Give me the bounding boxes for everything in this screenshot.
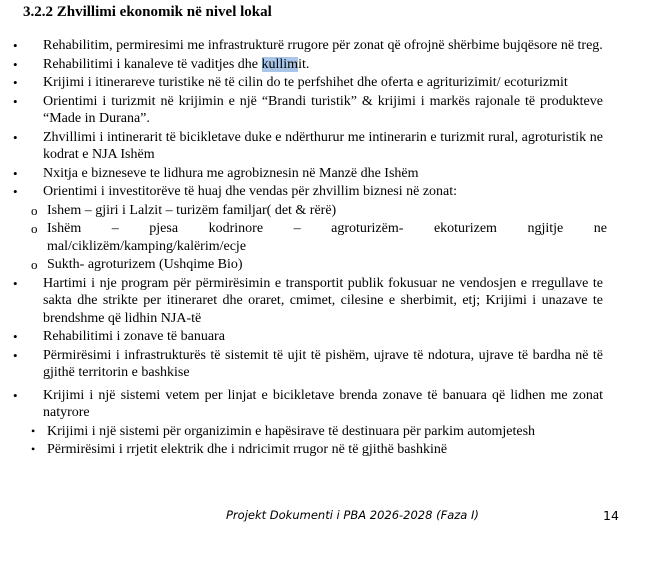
list-item	[0, 423, 664, 441]
bullet-icon: •	[13, 93, 18, 109]
bullet-icon: •	[13, 387, 18, 403]
list-item	[0, 165, 664, 183]
bullet-icon: •	[13, 38, 18, 53]
section-heading: 3.2.2 Zhvillimi ekonomik në nivel lokal	[23, 4, 272, 20]
footer-document-title: Projekt Dokumenti i PBA 2026-2028 (Faza I)	[226, 508, 479, 522]
bullet-icon: •	[13, 347, 18, 363]
list-item	[0, 441, 664, 459]
selected-text-highlight[interactable]: kullim	[261, 56, 299, 72]
bullet-icon: •	[13, 129, 18, 145]
list-item	[0, 347, 664, 382]
bullet-icon: •	[13, 75, 18, 90]
list-item	[0, 183, 664, 201]
list-item	[0, 56, 664, 74]
bullet-icon: •	[13, 165, 18, 181]
list-item-text: Krijimi i itinerareve turistike në të cilin do te perfshihet dhe oferta e agriturizimit/ ecoturizmit	[43, 75, 568, 90]
circle-bullet-icon: o	[31, 221, 38, 236]
list-item-text: Krijimi i një sistemi për organizimin e hapësirave të destinuara për parkim automjetesh	[47, 423, 536, 439]
list-item-text: Përmirësimi i infrastrukturës të sistemit të ujit të pishëm, ujrave të ndotura, ujrave të bardha në të gjithë territorin e bashkise	[43, 347, 603, 380]
circle-bullet-icon: o	[31, 257, 38, 272]
list-item-text-start: Rehabilitimi i kanaleve të vaditjes dhe	[43, 56, 262, 72]
list-item	[0, 129, 664, 164]
list-item-text: Rehabilitimi i zonave të banuara	[43, 329, 225, 344]
bullet-icon: •	[13, 329, 18, 344]
list-item	[0, 93, 664, 128]
bullet-icon: •	[13, 56, 18, 72]
list-item	[0, 37, 664, 55]
list-item-text: Rehabilitim, permiresimi me infrastrukturë rrugore për zonat që ofrojnë shërbime bujqësore në treg.	[43, 38, 603, 53]
list-item-text: Hartimi i nje program për përmirësimin e transportit publik fokusuar ne vendosjen e rregullave te sakta dhe strikte per itineraret dhe oraret, cmimet, cilesine e sherbimit, etj; Krijimi i unazave te brendshme që lidhin NJA-të	[43, 275, 603, 326]
circle-bullet-icon: o	[31, 202, 38, 218]
bullet-icon: •	[31, 442, 36, 456]
sub-list-item-text-continued: mal/ciklizëm/kamping/kalërim/ecje	[47, 238, 247, 254]
sub-list-item	[0, 220, 664, 255]
list-item	[0, 387, 664, 422]
page-number: 14	[603, 508, 619, 523]
list-item-text: Zhvillimi i intinerarit të bicikletave duke e ndërthurur me intinerarin e turizmit rural, agroturistik ne kodrat e NJA Ishëm	[43, 129, 603, 162]
list-item-text: Orientimi i turizmit në krijimin e një “Brandi turistik” & krijimi i markës rajonale të produkteve “Made in Durana”.	[43, 93, 603, 126]
list-item-text-end: it.	[298, 56, 310, 72]
list-item	[0, 74, 664, 92]
bullet-icon: •	[13, 275, 18, 291]
list-item	[0, 328, 664, 346]
list-item-text: Krijimi i një sistemi vetem per linjat e bicikletave brenda zonave të banuara që lidhen me zonat natyrore	[43, 387, 603, 420]
bullet-icon: •	[13, 184, 18, 199]
bullet-icon: •	[31, 423, 36, 438]
sub-list-item	[0, 256, 664, 274]
sub-list-item-text: Ishëm – pjesa kodrinore – agroturizëm- ekoturizem ngjitje ne	[47, 221, 607, 236]
list-item	[0, 275, 664, 328]
list-item-text	[43, 56, 603, 74]
sub-list-item	[0, 202, 664, 220]
list-item-text: Orientimi i investitorëve të huaj dhe vendas për zhvillim biznesi në zonat:	[43, 184, 458, 199]
bullet-list	[0, 37, 664, 460]
list-item-text: Përmirësimi i rrjetit elektrik dhe i ndricimit rrugor në të gjithë bashkinë	[47, 442, 448, 457]
sub-list-item-text: Ishem – gjiri i Lalzit – turizëm familjar( det & rërë)	[47, 202, 337, 218]
sub-list-item-text: Sukth- agroturizem (Ushqime Bio)	[47, 257, 243, 272]
list-item-text: Nxitja e bizneseve te lidhura me agrobiznesin në Manzë dhe Ishëm	[43, 165, 419, 181]
